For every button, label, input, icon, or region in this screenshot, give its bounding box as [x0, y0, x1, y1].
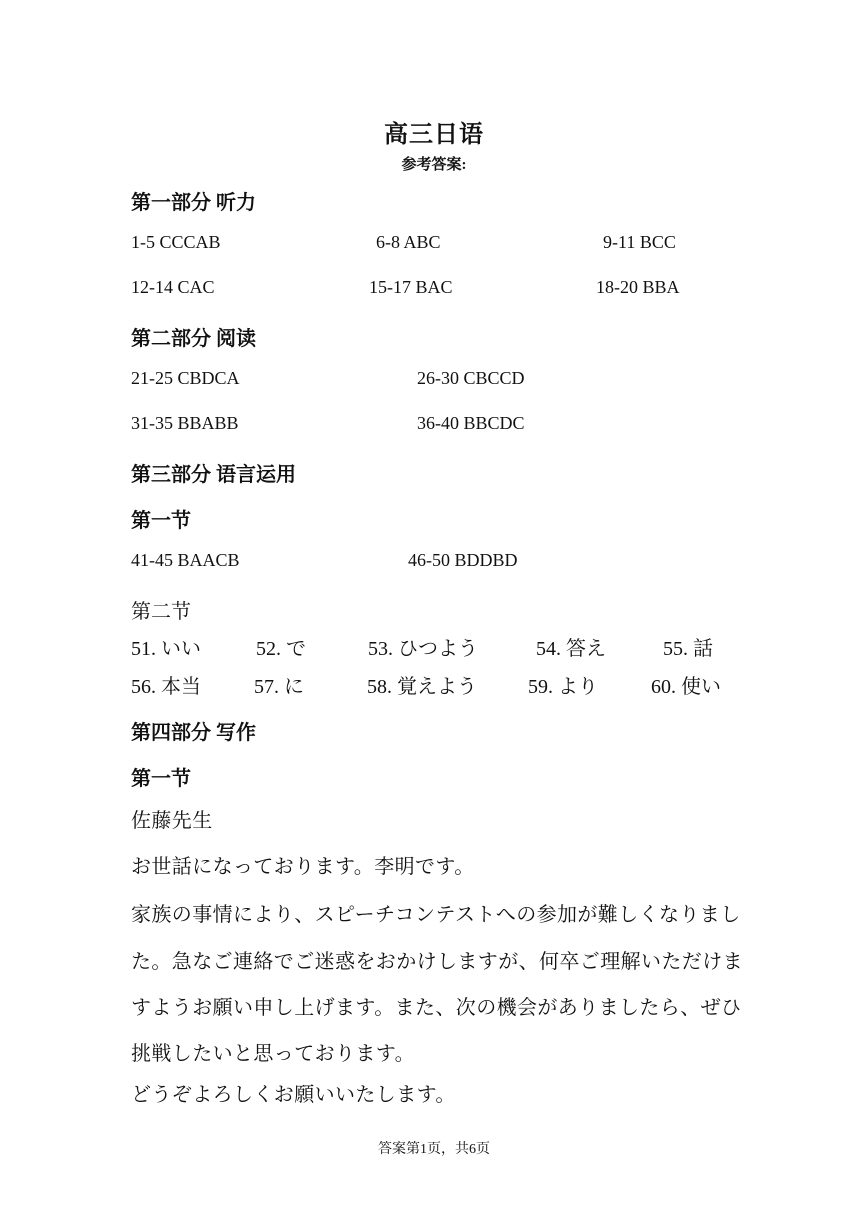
fill-answer: 53. ひつよう: [368, 638, 478, 660]
part3-heading: 第三部分 语言运用: [131, 464, 296, 486]
letter-line: お世話になっております。李明です。: [131, 856, 475, 878]
answer-group: 9-11 BCC: [603, 232, 676, 252]
part4-heading: 第四部分 写作: [131, 722, 256, 744]
part2-heading: 第二部分 阅读: [131, 328, 256, 350]
fill-answer: 54. 答え: [536, 638, 606, 660]
fill-answer: 58. 覚えよう: [367, 676, 477, 698]
answer-group: 26-30 CBCCD: [417, 368, 525, 388]
letter-line: た。急なご連絡でご迷惑をおかけしますが、何卒ご理解いただけま: [131, 951, 743, 973]
fill-answer: 56. 本当: [131, 676, 201, 698]
letter-line: 家族の事情により、スピーチコンテストへの参加が難しくなりまし: [131, 904, 741, 926]
letter-closing: どうぞよろしくお願いいたします。: [131, 1084, 456, 1106]
fill-answer: 52. で: [256, 638, 306, 660]
fill-answer: 51. いい: [131, 638, 201, 660]
letter-line: 挑戦したいと思っております。: [131, 1043, 415, 1065]
letter-addressee: 佐藤先生: [131, 810, 213, 832]
page-subtitle: 参考答案:: [401, 157, 467, 173]
answer-group: 1-5 CCCAB: [131, 232, 221, 252]
page-footer: 答案第1页，共6页: [378, 1142, 490, 1157]
answer-group: 18-20 BBA: [596, 277, 680, 297]
answer-group: 36-40 BBCDC: [417, 413, 525, 433]
answer-group: 21-25 CBDCA: [131, 368, 240, 388]
answer-group: 46-50 BDDBD: [408, 550, 518, 570]
part3-section2-heading: 第二节: [131, 601, 191, 623]
fill-answer: 60. 使い: [651, 676, 721, 698]
answer-group: 31-35 BBABB: [131, 413, 239, 433]
part1-heading: 第一部分 听力: [131, 192, 256, 214]
answer-group: 41-45 BAACB: [131, 550, 240, 570]
fill-answer: 59. より: [528, 676, 598, 698]
fill-answer: 55. 話: [663, 638, 713, 660]
part3-section1-heading: 第一节: [131, 510, 191, 532]
letter-line: すようお願い申し上げます。また、次の機会がありましたら、ぜひ: [131, 997, 742, 1019]
answer-group: 15-17 BAC: [369, 277, 453, 297]
answer-group: 12-14 CAC: [131, 277, 215, 297]
part4-section1-heading: 第一节: [131, 768, 191, 790]
answer-group: 6-8 ABC: [376, 232, 441, 252]
fill-answer: 57. に: [254, 676, 304, 698]
page-title: 高三日语: [384, 122, 484, 148]
